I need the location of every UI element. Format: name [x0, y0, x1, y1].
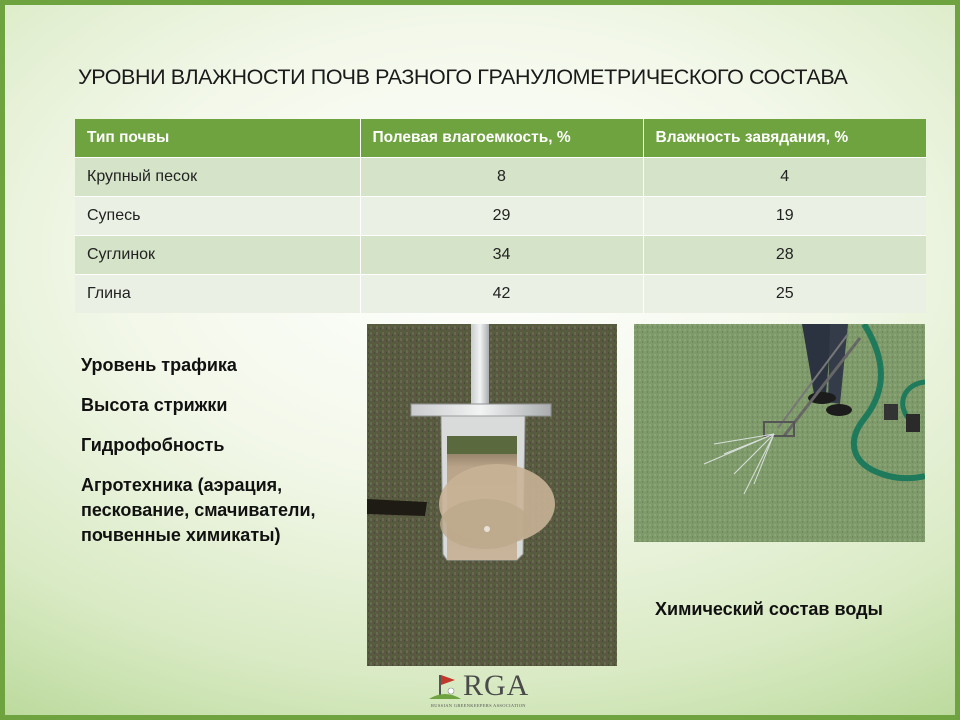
cell-wilting-point: 28	[643, 236, 926, 275]
cell-field-capacity: 34	[360, 236, 643, 275]
cell-soil-type: Суглинок	[75, 236, 360, 275]
golf-flag-icon	[429, 673, 461, 701]
logo-text: RGA	[463, 669, 530, 702]
header-field-capacity: Полевая влагоемкость, %	[360, 119, 643, 158]
rga-logo	[429, 669, 549, 713]
cell-wilting-point: 19	[643, 197, 926, 236]
table-row	[75, 158, 926, 197]
logo-subtitle: RUSSIAN GREENKEEPERS ASSOCIATION	[431, 703, 526, 708]
factor-mowing-height: Высота стрижки	[81, 395, 228, 415]
cell-soil-type: Глина	[75, 275, 360, 314]
soil-probe-photo	[367, 324, 617, 666]
factors-list	[81, 353, 371, 563]
table-header-row	[75, 119, 926, 158]
table-row	[75, 275, 926, 314]
cell-soil-type: Крупный песок	[75, 158, 360, 197]
factor-agrotechnics: Агротехника (аэрация, пескование, смачиватели, почвенные химикаты)	[81, 475, 316, 545]
table-row	[75, 236, 926, 275]
cell-soil-type: Супесь	[75, 197, 360, 236]
header-soil-type: Тип почвы	[75, 119, 360, 158]
slide-title: УРОВНИ ВЛАЖНОСТИ ПОЧВ РАЗНОГО ГРАНУЛОМЕТРИЧЕСКОГО СОСТАВА	[78, 65, 848, 89]
cell-wilting-point: 25	[643, 275, 926, 314]
header-wilting-point: Влажность завядания, %	[643, 119, 926, 158]
cell-wilting-point: 4	[643, 158, 926, 197]
soil-moisture-table	[75, 119, 926, 313]
sprayer-photo	[634, 324, 925, 542]
cell-field-capacity: 8	[360, 158, 643, 197]
factor-traffic: Уровень трафика	[81, 355, 237, 375]
table-row	[75, 197, 926, 236]
factor-hydrophobicity: Гидрофобность	[81, 435, 225, 455]
cell-field-capacity: 29	[360, 197, 643, 236]
cell-field-capacity: 42	[360, 275, 643, 314]
water-chemistry-caption: Химический состав воды	[655, 599, 883, 619]
